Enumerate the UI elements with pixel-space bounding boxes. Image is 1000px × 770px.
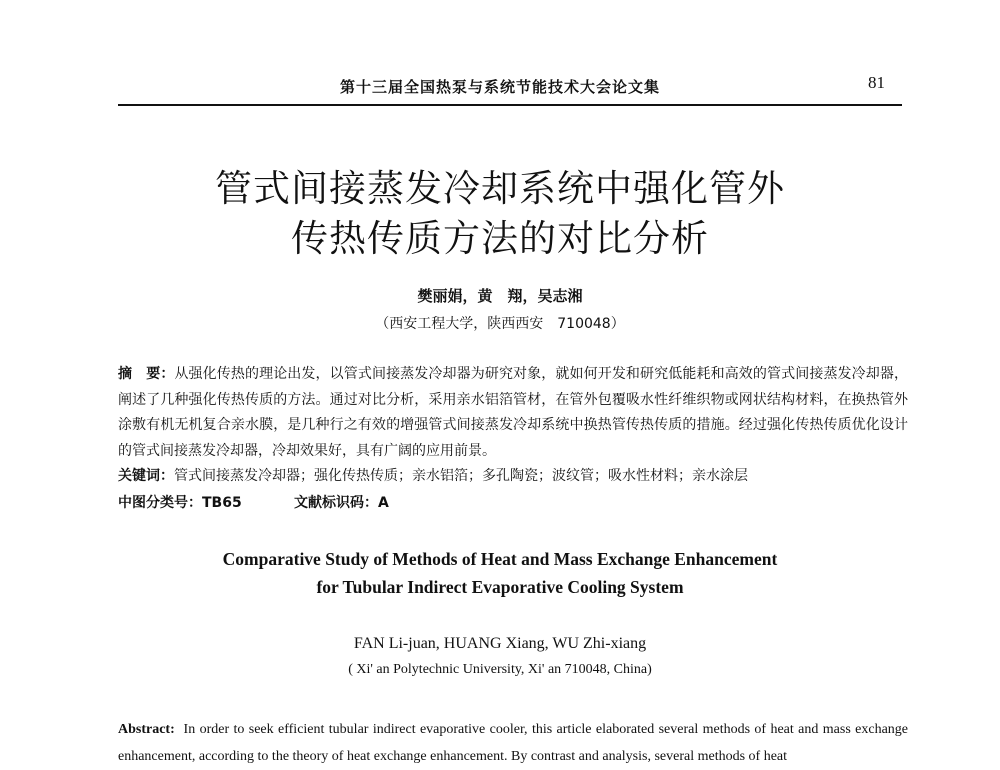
title-cn-line1: 管式间接蒸发冷却系统中强化管外 xyxy=(215,167,785,210)
abstract-cn xyxy=(118,362,908,464)
authors-en: FAN Li-juan, HUANG Xiang, WU Zhi-xiang xyxy=(353,635,647,652)
document-code: 文献标识码：A xyxy=(294,495,389,511)
keywords-cn xyxy=(118,465,908,485)
keywords-cn-label: 关键词： xyxy=(118,468,174,484)
title-en-line2: for Tubular Indirect Evaporative Cooling System xyxy=(316,577,684,597)
keywords-cn-text: 管式间接蒸发冷却器；强化传热传质；亲水铝箔；多孔陶瓷；波纹管；吸水性材料；亲水涂层 xyxy=(174,468,748,484)
title-en-line1: Comparative Study of Methods of Heat and Mass Exchange Enhancement xyxy=(222,549,778,569)
abstract-en xyxy=(118,716,908,770)
affiliation-cn: （西安工程大学，陕西西安 710048） xyxy=(375,316,625,332)
page-number: 81 xyxy=(868,73,885,92)
affiliation-en: ( Xi' an Polytechnic University, Xi' an 710048, China) xyxy=(348,662,652,677)
abstract-en-label: Abstract: xyxy=(118,722,175,737)
running-header: 第十三届全国热泵与系统节能技术大会论文集 xyxy=(339,78,660,96)
abstract-en-text: In order to seek efficient tubular indirect evaporative cooler, this article elaborated several methods of heat and mass exchange enhancement, according to the theory of heat exchange enhancement. By contrast and analysis, several methods of heat xyxy=(118,722,909,764)
authors-cn: 樊丽娟，黄 翔，吴志湘 xyxy=(417,287,583,305)
abstract-cn-text: 从强化传热的理论出发，以管式间接蒸发冷却器为研究对象，就如何开发和研究低能耗和高效的管式间接蒸发冷却器，阐述了几种强化传热传质的方法。通过对比分析，采用亲水铝箔管材，在管外包覆吸水性纤维织物或网状结构材料，在换热管外涂敷有机无机复合亲水膜，是几种行之有效的增强管式间接蒸发冷却系统中换热管传热传质的措施。经过强化传热传质优化设计的管式间接蒸发冷却器，冷却效果好，具有广阔的应用前景。 xyxy=(118,366,908,459)
header-rule xyxy=(118,104,902,106)
title-cn-line2: 传热传质方法的对比分析 xyxy=(291,217,709,260)
classification-number: 中图分类号：TB65 xyxy=(118,495,242,511)
abstract-cn-label: 摘 要： xyxy=(118,366,175,382)
